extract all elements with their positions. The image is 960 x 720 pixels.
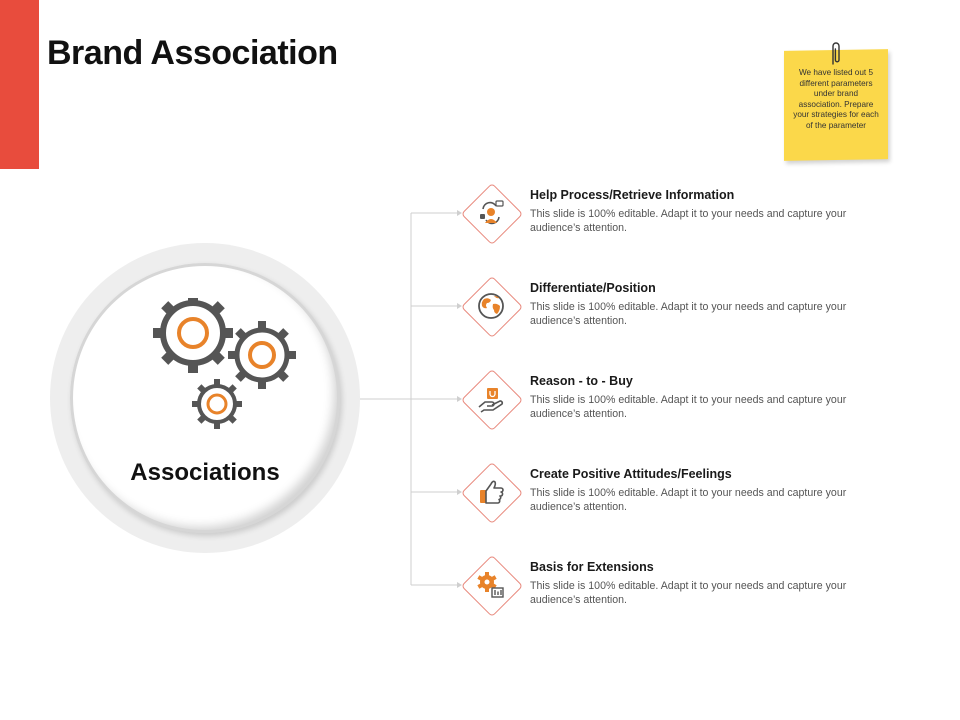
hub-inner-circle: [70, 263, 340, 533]
item-title: Basis for Extensions: [530, 560, 654, 574]
thumbs-up-icon: [475, 476, 507, 508]
association-item-differentiate: [460, 275, 900, 341]
item-title: Help Process/Retrieve Information: [530, 188, 735, 202]
item-description: This slide is 100% editable. Adapt it to your needs and capture your audience’s attention.: [530, 394, 847, 420]
icon-badge: [460, 182, 522, 244]
hub-label: Associations: [130, 459, 280, 486]
icon-badge: [460, 368, 522, 430]
item-title: Reason - to - Buy: [530, 374, 633, 388]
hub-circle: [50, 243, 360, 553]
icon-badge: [460, 554, 522, 616]
item-description: This slide is 100% editable. Adapt it to your needs and capture your audience’s attention.: [530, 487, 847, 513]
item-description: This slide is 100% editable. Adapt it to your needs and capture your audience’s attention.: [530, 301, 847, 327]
icon-badge: [460, 275, 522, 337]
customer-support-icon: [475, 197, 507, 229]
association-item-reason-to-buy: [460, 368, 900, 434]
icon-badge: [460, 461, 522, 523]
association-item-help-process: [460, 182, 900, 248]
item-title: Differentiate/Position: [530, 281, 656, 295]
hand-holding-bag-icon: [475, 383, 507, 415]
sticky-note-text: We have listed out 5 different parameters under brand association. Prepare your strategies for each of the parameter: [793, 68, 879, 130]
globe-icon: [475, 290, 507, 322]
association-item-basis-extensions: [460, 554, 900, 620]
item-title: Create Positive Attitudes/Feelings: [530, 467, 732, 481]
gear-chart-icon: [475, 569, 507, 601]
gears-icon: [148, 298, 298, 433]
slide-title: Brand Association: [47, 34, 338, 72]
item-description: This slide is 100% editable. Adapt it to your needs and capture your audience’s attention.: [530, 208, 847, 234]
item-description: This slide is 100% editable. Adapt it to your needs and capture your audience’s attention.: [530, 580, 847, 606]
association-item-positive-attitudes: [460, 461, 900, 527]
